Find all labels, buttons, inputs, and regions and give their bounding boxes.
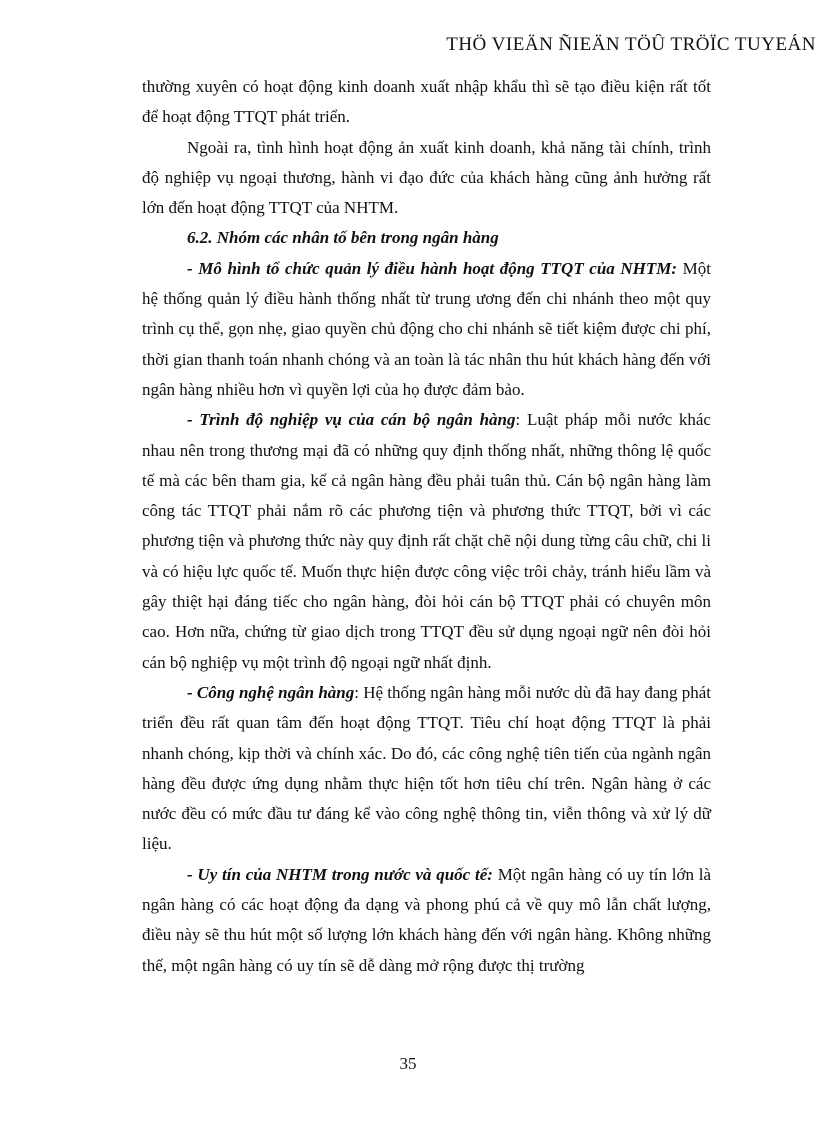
paragraph-staff-expertise <box>142 405 711 678</box>
paragraph-bank-reputation <box>142 860 711 981</box>
body-staff-expertise: : Luật pháp mỗi nước khác nhau nên trong thương mại đã có những quy định thống nhất, những thông lệ quốc tế mà các bên tham gia, kể cả ngân hàng đều phải tuân thủ. Cán bộ ngân hàng làm công tác TTQT phải nắm rõ các phương tiện và phương thức TTQT, bởi vì các phương tiện và phương thức này quy định rất chặt chẽ nội dung từng câu chữ, chi li và có hiệu lực quốc tế. Muốn thực hiện được công việc trôi chảy, tránh hiểu lầm và gây thiệt hại đáng tiếc cho ngân hàng, đòi hỏi cán bộ TTQT phải có chuyên môn cao. Hơn nữa, chứng từ giao dịch trong TTQT đều sử dụng ngoại ngữ nên đòi hỏi cán bộ nghiệp vụ một trình độ ngoại ngữ nhất định. <box>142 410 711 672</box>
paragraph-2: Ngoài ra, tình hình hoạt động ản xuất kinh doanh, khả năng tài chính, trình độ nghiệp vụ ngoại thương, hành vi đạo đức của khách hàng cũng ảnh hưởng rất lớn đến hoạt động TTQT của NHTM. <box>142 137 711 218</box>
paragraph-1: thường xuyên có hoạt động kinh doanh xuất nhập khẩu thì sẽ tạo điều kiện rất tốt để hoạt động TTQT phát triển. <box>142 77 711 127</box>
paragraph-organization-model <box>142 254 711 405</box>
lead-bank-technology: - Công nghệ ngân hàng <box>187 682 355 702</box>
body-bank-technology: : Hệ thống ngân hàng mỗi nước dù đã hay đang phát triển đều rất quan tâm đến hoạt động TTQT. Tiêu chí hoạt động TTQT là phải nhanh chóng, kịp thời và chính xác. Do đó, các công nghệ tiên tiến của ngành ngân hàng đều được ứng dụng nhằm thực hiện tốt hơn tiêu chí trên. Ngân hàng ở các nước đều có mức đầu tư đáng kể vào công nghệ thông tin, viễn thông và xử lý dữ liệu. <box>142 682 711 854</box>
document-body <box>142 72 711 981</box>
page-header: THÖ VIEÄN ÑIEÄN TÖÛ TRÖÏC TUYEÁN <box>446 34 816 55</box>
section-heading: 6.2. Nhóm các nhân tố bên trong ngân hàng <box>187 228 499 248</box>
page-number: 35 <box>399 1054 417 1073</box>
lead-bank-reputation: - Uy tín của NHTM trong nước và quốc tế: <box>187 864 493 884</box>
lead-organization-model: - Mô hình tổ chức quản lý điều hành hoạt động TTQT của NHTM: <box>187 258 678 278</box>
body-organization-model: Một hệ thống quản lý điều hành thống nhất từ trung ương đến chi nhánh theo một quy trình cụ thể, gọn nhẹ, giao quyền chủ động cho chi nhánh sẽ tiết kiệm được chi phí, thời gian thanh toán nhanh chóng và an toàn là tác nhân thu hút khách hàng đến với ngân hàng nhiều hơn vì quyền lợi của họ được đảm bảo. <box>142 258 711 399</box>
paragraph-bank-technology <box>142 678 711 860</box>
lead-staff-expertise: - Trình độ nghiệp vụ của cán bộ ngân hàng <box>187 410 516 430</box>
body-bank-reputation: Một ngân hàng có uy tín lớn là ngân hàng có các hoạt động đa dạng và phong phú cả về quy mô lẫn chất lượng, điều này sẽ thu hút một số lượng lớn khách hàng đến với ngân hàng. Không những thế, một ngân hàng có uy tín sẽ dễ dàng mở rộng được thị trường <box>142 864 712 975</box>
